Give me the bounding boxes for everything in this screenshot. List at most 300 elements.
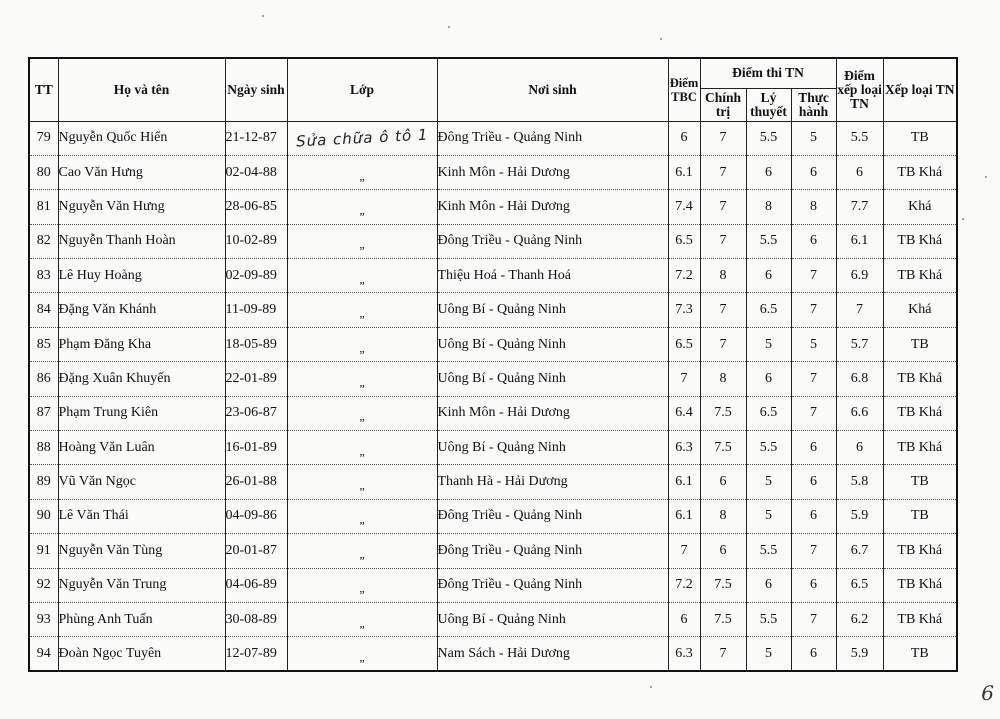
cell-dob-text: 02-09-89 <box>225 267 277 283</box>
cell-name <box>58 637 225 671</box>
cell-politics <box>700 327 746 361</box>
cell-tbc <box>668 121 700 155</box>
cell-politics <box>700 534 746 568</box>
scan-speck <box>650 686 652 688</box>
cell-rank <box>883 327 957 361</box>
cell-tt-text: 80 <box>36 164 51 180</box>
cell-tbc-text: 7 <box>680 542 688 558</box>
cell-theory <box>746 568 791 602</box>
cell-rank-text: TB Khá <box>897 611 943 627</box>
cell-rank-text: TB <box>910 130 929 146</box>
cell-birthplace <box>437 396 668 430</box>
cell-dob-text: 30-08-89 <box>225 611 277 627</box>
cell-tt <box>29 327 58 361</box>
cell-birthplace-text: Uông Bí - Quảng Ninh <box>437 611 566 627</box>
cell-tt <box>29 121 58 155</box>
ditto-mark: „ <box>359 581 365 596</box>
cell-tt <box>29 602 58 636</box>
graduation-results-table <box>28 57 958 672</box>
cell-dob-text: 16-01-89 <box>225 439 277 455</box>
table-row <box>29 534 957 568</box>
cell-name-text: Nguyễn Văn Trung <box>58 577 167 593</box>
cell-dob-text: 20-01-87 <box>225 542 277 558</box>
cell-dob <box>225 396 287 430</box>
cell-dob <box>225 327 287 361</box>
cell-class <box>287 224 437 258</box>
cell-name <box>58 568 225 602</box>
ditto-mark: „ <box>359 649 365 664</box>
cell-name-text: Nguyễn Văn Hưng <box>58 198 165 214</box>
cell-tbc <box>668 637 700 671</box>
cell-tbc <box>668 396 700 430</box>
ditto-mark: „ <box>359 237 365 252</box>
cell-birthplace <box>437 293 668 327</box>
cell-rank-text: TB Khá <box>897 405 943 421</box>
cell-name-text: Nguyễn Thanh Hoàn <box>58 233 176 249</box>
cell-theory <box>746 293 791 327</box>
cell-theory-text: 5 <box>765 508 772 524</box>
cell-practice <box>791 190 836 224</box>
cell-practice <box>791 602 836 636</box>
cell-name <box>58 499 225 533</box>
cell-class <box>287 465 437 499</box>
cell-tt-text: 87 <box>36 405 51 421</box>
cell-tbc-text: 6.1 <box>675 474 693 490</box>
cell-grade-score <box>836 499 883 533</box>
cell-politics <box>700 568 746 602</box>
header-exam-group: Điểm thi TN <box>700 58 836 88</box>
cell-theory-text: 5.5 <box>759 130 778 146</box>
cell-class <box>287 293 437 327</box>
cell-tbc-text: 6.3 <box>675 645 693 661</box>
cell-tbc <box>668 327 700 361</box>
cell-class <box>287 568 437 602</box>
cell-rank <box>883 121 957 155</box>
cell-birthplace <box>437 431 668 465</box>
cell-politics <box>700 431 746 465</box>
cell-theory <box>746 637 791 671</box>
cell-practice <box>791 534 836 568</box>
cell-practice <box>791 499 836 533</box>
cell-tbc <box>668 431 700 465</box>
cell-dob-text: 04-06-89 <box>225 577 277 593</box>
cell-class <box>287 534 437 568</box>
cell-politics <box>700 155 746 189</box>
cell-rank-text: TB <box>910 474 929 490</box>
cell-politics-text: 7.5 <box>714 577 732 593</box>
cell-tbc-text: 7 <box>680 370 688 386</box>
cell-grade-score <box>836 190 883 224</box>
cell-theory-text: 5.5 <box>759 233 778 249</box>
cell-birthplace <box>437 190 668 224</box>
cell-name <box>58 396 225 430</box>
cell-rank <box>883 259 957 293</box>
cell-politics <box>700 293 746 327</box>
table-body <box>29 121 957 671</box>
cell-birthplace-text: Uông Bí - Quảng Ninh <box>437 370 566 386</box>
cell-politics-text: 8 <box>719 508 727 524</box>
cell-dob-text: 02-04-88 <box>225 164 277 180</box>
cell-grade-score <box>836 259 883 293</box>
cell-dob-text: 10-02-89 <box>225 233 277 249</box>
scan-speck <box>985 176 987 178</box>
cell-politics <box>700 362 746 396</box>
cell-tbc-text: 7.3 <box>675 302 693 318</box>
cell-birthplace-text: Kinh Môn - Hải Dương <box>437 198 570 214</box>
cell-class <box>287 362 437 396</box>
cell-tt-text: 82 <box>36 233 51 249</box>
cell-birthplace-text: Uông Bí - Quảng Ninh <box>437 439 566 455</box>
table-row <box>29 499 957 533</box>
cell-politics-text: 7 <box>719 164 727 180</box>
cell-politics-text: 8 <box>719 370 727 386</box>
cell-practice <box>791 259 836 293</box>
cell-politics <box>700 499 746 533</box>
cell-rank <box>883 396 957 430</box>
cell-rank <box>883 499 957 533</box>
cell-grade-score <box>836 465 883 499</box>
ditto-mark: „ <box>359 374 365 389</box>
page-number: 6 <box>981 681 994 705</box>
cell-tbc <box>668 362 700 396</box>
cell-practice-text: 6 <box>810 439 817 455</box>
table-row <box>29 121 957 155</box>
cell-name <box>58 327 225 361</box>
cell-name-text: Đặng Văn Khánh <box>58 302 157 318</box>
cell-dob-text: 28-06-85 <box>225 198 277 214</box>
cell-birthplace-text: Uông Bí - Quảng Ninh <box>437 336 566 352</box>
cell-practice-text: 7 <box>810 542 817 558</box>
cell-class <box>287 602 437 636</box>
cell-name <box>58 155 225 189</box>
cell-practice-text: 7 <box>810 302 817 318</box>
cell-grade-score-text: 6.5 <box>850 577 869 593</box>
cell-theory-text: 5.5 <box>759 439 778 455</box>
cell-grade-score-text: 5.9 <box>850 645 869 661</box>
cell-practice-text: 6 <box>810 645 817 661</box>
cell-tt-text: 91 <box>36 542 51 558</box>
cell-dob <box>225 190 287 224</box>
cell-tbc-text: 7.4 <box>675 198 693 214</box>
ditto-mark: „ <box>359 546 365 561</box>
header-politics: Chính trị <box>700 88 746 121</box>
cell-dob <box>225 431 287 465</box>
cell-theory <box>746 259 791 293</box>
cell-birthplace-text: Thiệu Hoá - Thanh Hoá <box>437 267 571 283</box>
cell-name <box>58 602 225 636</box>
cell-practice <box>791 293 836 327</box>
cell-politics-text: 7.5 <box>714 405 732 421</box>
cell-grade-score-text: 5.7 <box>850 336 869 352</box>
cell-tt-text: 79 <box>36 130 51 146</box>
cell-birthplace-text: Đông Triều - Quảng Ninh <box>437 577 583 593</box>
cell-rank-text: Khá <box>908 302 932 318</box>
cell-birthplace <box>437 637 668 671</box>
cell-name-text: Đặng Xuân Khuyến <box>58 370 171 386</box>
cell-politics <box>700 121 746 155</box>
cell-tt-text: 81 <box>36 198 51 214</box>
cell-rank <box>883 568 957 602</box>
cell-theory-text: 5 <box>765 645 772 661</box>
cell-practice <box>791 431 836 465</box>
cell-tt <box>29 224 58 258</box>
cell-dob <box>225 121 287 155</box>
cell-name-text: Nguyễn Quốc Hiển <box>58 130 168 146</box>
cell-theory <box>746 155 791 189</box>
cell-dob <box>225 568 287 602</box>
cell-tt <box>29 499 58 533</box>
cell-dob-text: 21-12-87 <box>225 130 277 146</box>
cell-rank <box>883 293 957 327</box>
ditto-mark: „ <box>359 409 365 424</box>
cell-dob <box>225 637 287 671</box>
cell-tt <box>29 431 58 465</box>
cell-dob-text: 18-05-89 <box>225 336 277 352</box>
cell-tbc-text: 7.2 <box>675 267 693 283</box>
cell-name-text: Phạm Đăng Kha <box>58 336 152 352</box>
cell-dob <box>225 259 287 293</box>
cell-name <box>58 224 225 258</box>
cell-grade-score <box>836 293 883 327</box>
cell-theory-text: 6.5 <box>759 405 778 421</box>
cell-birthplace <box>437 568 668 602</box>
cell-grade-score <box>836 121 883 155</box>
cell-dob-text: 23-06-87 <box>225 405 277 421</box>
cell-theory-text: 5 <box>765 336 772 352</box>
cell-birthplace-text: Kinh Môn - Hải Dương <box>437 405 570 421</box>
cell-tt-text: 92 <box>36 577 51 593</box>
cell-dob-text: 11-09-89 <box>225 302 277 318</box>
ditto-mark: „ <box>359 168 365 183</box>
cell-tbc <box>668 465 700 499</box>
cell-theory <box>746 602 791 636</box>
cell-theory-text: 6 <box>765 370 772 386</box>
ditto-mark: „ <box>359 340 365 355</box>
cell-practice-text: 6 <box>810 577 817 593</box>
table-row <box>29 259 957 293</box>
cell-class <box>287 396 437 430</box>
cell-birthplace <box>437 121 668 155</box>
cell-politics <box>700 396 746 430</box>
cell-name <box>58 534 225 568</box>
cell-grade-score-text: 6.9 <box>850 267 869 283</box>
cell-class <box>287 190 437 224</box>
cell-name-text: Vũ Văn Ngọc <box>58 474 137 490</box>
cell-rank <box>883 224 957 258</box>
cell-birthplace-text: Đông Triều - Quảng Ninh <box>437 542 583 558</box>
cell-name <box>58 465 225 499</box>
cell-tbc-text: 6 <box>680 130 688 146</box>
cell-birthplace-text: Uông Bí - Quảng Ninh <box>437 302 566 318</box>
cell-class <box>287 431 437 465</box>
cell-practice-text: 7 <box>810 611 817 627</box>
header-theory: Lý thuyết <box>746 88 791 121</box>
table-row <box>29 327 957 361</box>
cell-tt-text: 85 <box>36 336 51 352</box>
cell-tt <box>29 155 58 189</box>
cell-tbc-text: 6.5 <box>675 336 693 352</box>
scan-speck <box>262 15 264 17</box>
cell-practice-text: 6 <box>810 508 817 524</box>
cell-theory <box>746 327 791 361</box>
cell-class <box>287 499 437 533</box>
cell-theory <box>746 431 791 465</box>
cell-grade-score <box>836 602 883 636</box>
cell-name-text: Cao Văn Hưng <box>58 164 143 180</box>
cell-name <box>58 121 225 155</box>
cell-tbc-text: 6.5 <box>675 233 693 249</box>
cell-politics <box>700 190 746 224</box>
header-rank: Xếp loại TN <box>883 58 957 121</box>
cell-tbc-text: 7.2 <box>675 577 693 593</box>
ditto-mark: „ <box>359 202 365 217</box>
cell-rank-text: TB Khá <box>897 439 943 455</box>
cell-practice <box>791 637 836 671</box>
cell-tbc <box>668 568 700 602</box>
cell-practice <box>791 396 836 430</box>
cell-practice <box>791 465 836 499</box>
table-row <box>29 293 957 327</box>
cell-rank-text: TB <box>910 508 929 524</box>
cell-dob-text: 12-07-89 <box>225 645 277 661</box>
cell-tt-text: 89 <box>36 474 51 490</box>
cell-tt <box>29 534 58 568</box>
cell-dob <box>225 465 287 499</box>
cell-grade-score-text: 6.6 <box>850 405 869 421</box>
cell-rank-text: TB Khá <box>897 370 943 386</box>
cell-grade-score-text: 6.2 <box>850 611 869 627</box>
scan-speck <box>448 26 450 28</box>
cell-practice-text: 8 <box>810 198 817 214</box>
cell-theory-text: 6 <box>765 164 772 180</box>
cell-class <box>287 327 437 361</box>
cell-practice <box>791 155 836 189</box>
cell-practice <box>791 327 836 361</box>
cell-grade-score-text: 6.8 <box>850 370 869 386</box>
cell-politics <box>700 465 746 499</box>
cell-grade-score-text: 5.8 <box>850 474 869 490</box>
cell-practice-text: 5 <box>810 336 817 352</box>
cell-dob <box>225 534 287 568</box>
cell-dob-text: 04-09-86 <box>225 508 277 524</box>
cell-birthplace-text: Thanh Hà - Hải Dương <box>437 474 568 490</box>
cell-theory-text: 5.5 <box>759 542 778 558</box>
cell-dob <box>225 224 287 258</box>
cell-name <box>58 190 225 224</box>
cell-name-text: Phùng Anh Tuấn <box>58 611 153 627</box>
cell-tt-text: 93 <box>36 611 51 627</box>
cell-politics-text: 7.5 <box>714 611 732 627</box>
cell-grade-score-text: 6.7 <box>850 542 869 558</box>
cell-rank-text: TB Khá <box>897 542 943 558</box>
table-row <box>29 465 957 499</box>
cell-theory-text: 6 <box>765 267 772 283</box>
cell-birthplace <box>437 155 668 189</box>
ditto-mark: „ <box>359 271 365 286</box>
cell-name-text: Nguyễn Văn Tùng <box>58 542 163 558</box>
table-row <box>29 396 957 430</box>
cell-theory-text: 5.5 <box>759 611 778 627</box>
header-tbc: Điểm TBC <box>668 58 700 121</box>
cell-grade-score <box>836 637 883 671</box>
cell-dob-text: 26-01-88 <box>225 474 277 490</box>
table-row <box>29 155 957 189</box>
ditto-mark: „ <box>359 512 365 527</box>
cell-rank-text: TB <box>910 336 929 352</box>
table-row <box>29 190 957 224</box>
cell-grade-score <box>836 155 883 189</box>
cell-name-text: Lê Văn Thái <box>58 508 129 524</box>
cell-grade-score-text: 7.7 <box>850 198 869 214</box>
cell-tt <box>29 396 58 430</box>
cell-rank <box>883 362 957 396</box>
cell-tbc-text: 6.1 <box>675 164 693 180</box>
cell-theory <box>746 224 791 258</box>
cell-birthplace-text: Đông Triều - Quảng Ninh <box>437 130 583 146</box>
cell-theory <box>746 121 791 155</box>
cell-politics-text: 7 <box>719 233 727 249</box>
ditto-mark: „ <box>359 306 365 321</box>
cell-tbc <box>668 224 700 258</box>
cell-rank <box>883 637 957 671</box>
cell-rank <box>883 190 957 224</box>
cell-class <box>287 121 437 155</box>
cell-theory-text: 5 <box>765 474 772 490</box>
cell-politics <box>700 637 746 671</box>
cell-tt <box>29 637 58 671</box>
cell-birthplace-text: Kinh Môn - Hải Dương <box>437 164 570 180</box>
cell-rank-text: Khá <box>908 198 932 214</box>
cell-tbc <box>668 499 700 533</box>
cell-politics-text: 8 <box>719 267 727 283</box>
cell-tt <box>29 190 58 224</box>
header-name: Họ và tên <box>58 58 225 121</box>
table-row <box>29 568 957 602</box>
cell-tbc <box>668 259 700 293</box>
cell-birthplace <box>437 259 668 293</box>
cell-tt <box>29 362 58 396</box>
cell-birthplace-text: Nam Sách - Hải Dương <box>437 645 570 661</box>
cell-name <box>58 259 225 293</box>
cell-tbc-text: 6.1 <box>675 508 693 524</box>
cell-practice-text: 7 <box>810 370 817 386</box>
cell-politics-text: 7 <box>719 198 727 214</box>
cell-tt <box>29 568 58 602</box>
scan-speck <box>962 218 964 220</box>
cell-tt-text: 84 <box>36 302 51 318</box>
cell-grade-score-text: 6 <box>856 164 864 180</box>
handwritten-class: Sửa chữa ô tô 1 <box>295 125 429 151</box>
cell-class <box>287 155 437 189</box>
table-row <box>29 431 957 465</box>
cell-birthplace <box>437 362 668 396</box>
cell-theory <box>746 499 791 533</box>
cell-practice <box>791 362 836 396</box>
table-row <box>29 602 957 636</box>
header-birthplace: Nơi sinh <box>437 58 668 121</box>
cell-name <box>58 362 225 396</box>
cell-grade-score <box>836 534 883 568</box>
cell-grade-score-text: 5.5 <box>850 130 869 146</box>
cell-tbc <box>668 534 700 568</box>
cell-grade-score-text: 5.9 <box>850 508 869 524</box>
cell-grade-score <box>836 568 883 602</box>
cell-practice <box>791 224 836 258</box>
cell-class <box>287 259 437 293</box>
cell-tbc <box>668 190 700 224</box>
cell-tt-text: 86 <box>36 370 51 386</box>
cell-birthplace <box>437 602 668 636</box>
